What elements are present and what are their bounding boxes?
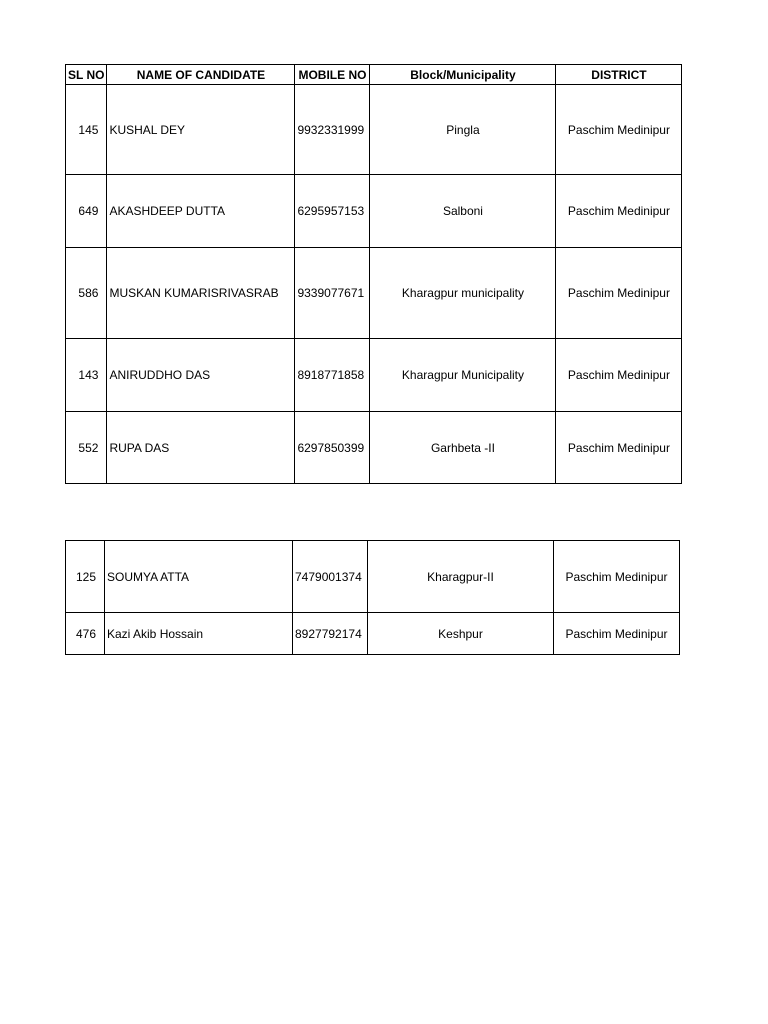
- cell-candidate-name: Kazi Akib Hossain: [105, 613, 293, 655]
- table-row: [66, 339, 682, 412]
- cell-block: Garhbeta -II: [370, 412, 556, 484]
- table-row: [66, 248, 682, 339]
- cell-sl-no: 586: [66, 248, 107, 339]
- cell-mobile-no: 6295957153: [295, 175, 370, 248]
- cell-sl-no: 143: [66, 339, 107, 412]
- cell-district: Paschim Medinipur: [556, 339, 682, 412]
- cell-candidate-name: AKASHDEEP DUTTA: [107, 175, 295, 248]
- cell-block: Keshpur: [368, 613, 554, 655]
- header-district: DISTRICT: [556, 65, 682, 85]
- cell-candidate-name: ANIRUDDHO DAS: [107, 339, 295, 412]
- cell-candidate-name: SOUMYA ATTA: [105, 541, 293, 613]
- cell-sl-no: 649: [66, 175, 107, 248]
- cell-block: Kharagpur municipality: [370, 248, 556, 339]
- cell-district: Paschim Medinipur: [556, 412, 682, 484]
- cell-block: Kharagpur Municipality: [370, 339, 556, 412]
- cell-candidate-name: MUSKAN KUMARISRIVASRAB: [107, 248, 295, 339]
- cell-mobile-no: 6297850399: [295, 412, 370, 484]
- header-sl-no: SL NO: [66, 65, 107, 85]
- header-name-of-candidate: NAME OF CANDIDATE: [107, 65, 295, 85]
- cell-district: Paschim Medinipur: [556, 248, 682, 339]
- cell-sl-no: 476: [66, 613, 105, 655]
- table-row: [66, 541, 680, 613]
- cell-sl-no: 552: [66, 412, 107, 484]
- cell-sl-no: 125: [66, 541, 105, 613]
- cell-candidate-name: KUSHAL DEY: [107, 85, 295, 175]
- cell-mobile-no: 9339077671: [295, 248, 370, 339]
- cell-block: Salboni: [370, 175, 556, 248]
- cell-district: Paschim Medinipur: [554, 541, 680, 613]
- header-block-municipality: Block/Municipality: [370, 65, 556, 85]
- cell-block: Pingla: [370, 85, 556, 175]
- header-mobile-no: MOBILE NO: [295, 65, 370, 85]
- cell-district: Paschim Medinipur: [556, 175, 682, 248]
- table-row: [66, 85, 682, 175]
- table-row: [66, 613, 680, 655]
- table-header-row: [66, 65, 682, 85]
- cell-district: Paschim Medinipur: [554, 613, 680, 655]
- candidate-table: [65, 64, 682, 484]
- cell-mobile-no: 9932331999: [295, 85, 370, 175]
- cell-mobile-no: 8918771858: [295, 339, 370, 412]
- cell-block: Kharagpur-II: [368, 541, 554, 613]
- candidate-table-secondary: [65, 540, 680, 655]
- table-row: [66, 412, 682, 484]
- cell-mobile-no: 7479001374: [293, 541, 368, 613]
- cell-candidate-name: RUPA DAS: [107, 412, 295, 484]
- cell-sl-no: 145: [66, 85, 107, 175]
- table-row: [66, 175, 682, 248]
- cell-mobile-no: 8927792174: [293, 613, 368, 655]
- cell-district: Paschim Medinipur: [556, 85, 682, 175]
